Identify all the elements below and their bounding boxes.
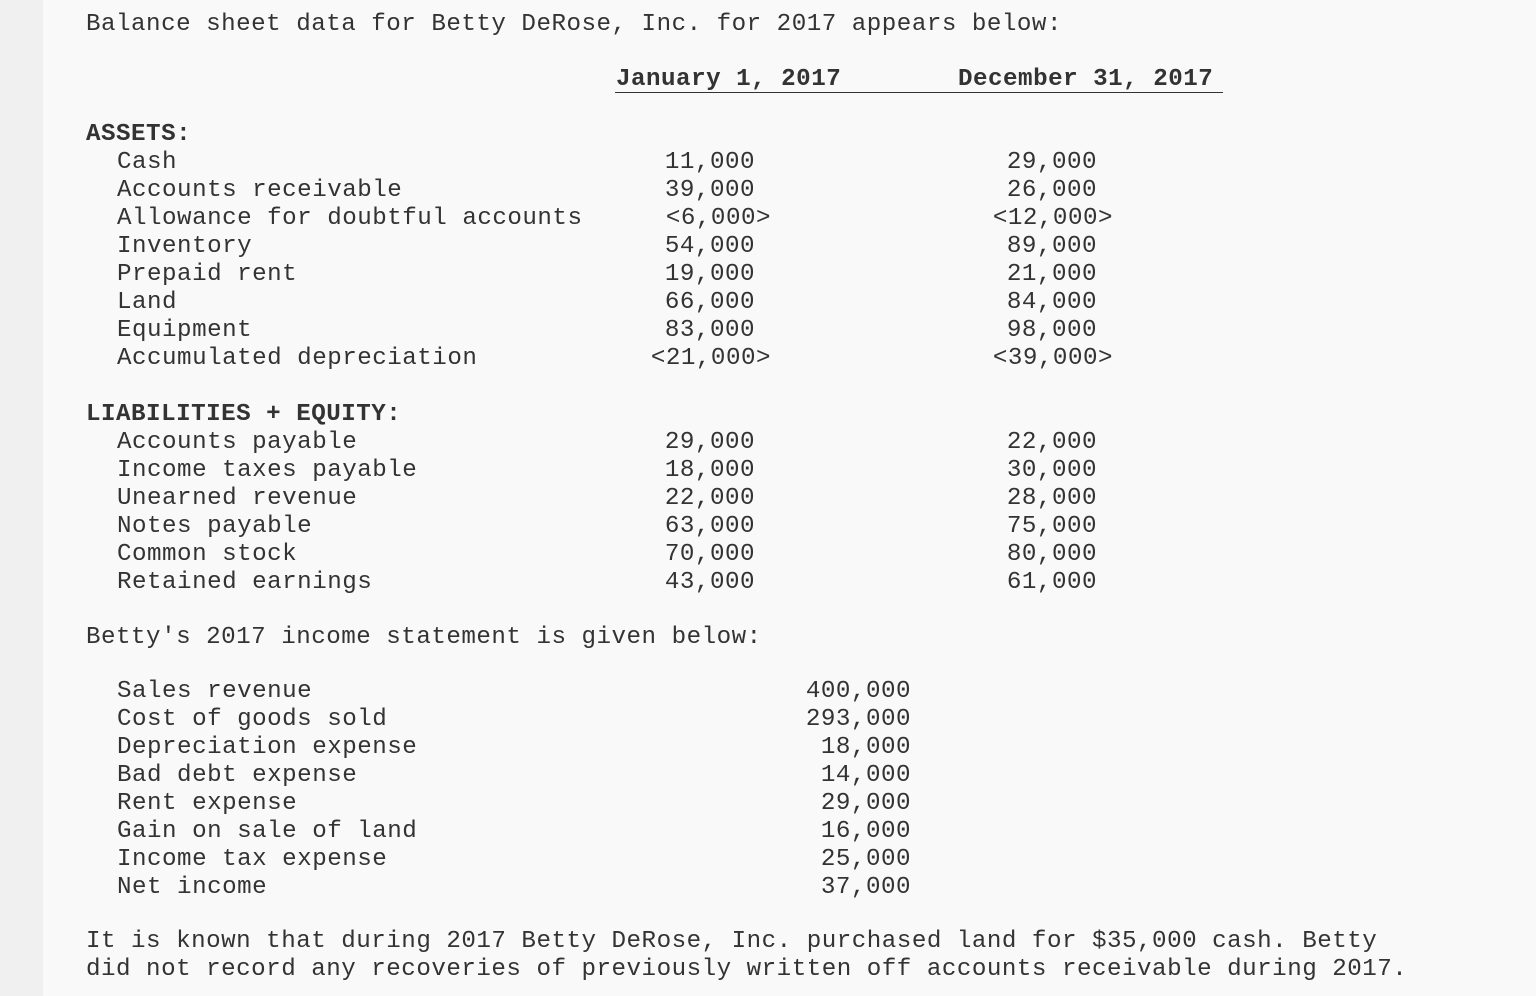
income-value: 37,000 bbox=[820, 874, 911, 901]
row-value-jan: 22,000 bbox=[664, 485, 755, 512]
row-label: Prepaid rent bbox=[117, 261, 298, 288]
income-label: Rent expense bbox=[117, 790, 298, 817]
row-value-dec: <39,000> bbox=[992, 345, 1113, 372]
row-value-dec: <12,000> bbox=[992, 205, 1113, 232]
income-value: 18,000 bbox=[820, 734, 911, 761]
income-intro-text: Betty's 2017 income statement is given below: bbox=[86, 624, 762, 651]
row-label: Notes payable bbox=[117, 513, 313, 540]
row-label: Land bbox=[117, 289, 178, 316]
row-value-dec: 80,000 bbox=[1006, 541, 1097, 568]
row-value-dec: 89,000 bbox=[1006, 233, 1097, 260]
income-label: Depreciation expense bbox=[117, 734, 418, 761]
row-value-jan: 19,000 bbox=[664, 261, 755, 288]
income-value: 25,000 bbox=[820, 846, 911, 873]
income-label: Net income bbox=[117, 874, 268, 901]
row-label: Accounts receivable bbox=[117, 177, 403, 204]
row-value-jan: 11,000 bbox=[664, 149, 755, 176]
column-header-jan: January 1, 2017 bbox=[616, 66, 842, 93]
row-value-dec: 98,000 bbox=[1006, 317, 1097, 344]
row-value-dec: 61,000 bbox=[1006, 569, 1097, 596]
row-value-dec: 22,000 bbox=[1006, 429, 1097, 456]
document-page bbox=[43, 0, 1536, 996]
row-label: Unearned revenue bbox=[117, 485, 358, 512]
income-label: Sales revenue bbox=[117, 678, 313, 705]
row-value-jan: <21,000> bbox=[650, 345, 771, 372]
income-value: 16,000 bbox=[820, 818, 911, 845]
income-label: Cost of goods sold bbox=[117, 706, 388, 733]
row-value-dec: 29,000 bbox=[1006, 149, 1097, 176]
income-value: 29,000 bbox=[820, 790, 911, 817]
row-value-dec: 26,000 bbox=[1006, 177, 1097, 204]
column-header-dec: December 31, 2017 bbox=[958, 66, 1214, 93]
liabilities-heading: LIABILITIES + EQUITY: bbox=[86, 401, 402, 428]
column-header-underline bbox=[615, 92, 1223, 93]
row-value-dec: 75,000 bbox=[1006, 513, 1097, 540]
row-value-dec: 30,000 bbox=[1006, 457, 1097, 484]
row-value-jan: 54,000 bbox=[664, 233, 755, 260]
row-value-jan: 29,000 bbox=[664, 429, 755, 456]
row-label: Inventory bbox=[117, 233, 253, 260]
row-value-jan: <6,000> bbox=[665, 205, 771, 232]
row-label: Equipment bbox=[117, 317, 253, 344]
row-label: Accounts payable bbox=[117, 429, 358, 456]
row-label: Accumulated depreciation bbox=[117, 345, 478, 372]
row-value-jan: 70,000 bbox=[664, 541, 755, 568]
row-value-dec: 21,000 bbox=[1006, 261, 1097, 288]
row-value-jan: 63,000 bbox=[664, 513, 755, 540]
row-value-jan: 39,000 bbox=[664, 177, 755, 204]
footnote-line-1: It is known that during 2017 Betty DeRose, Inc. purchased land for $35,000 cash. Betty bbox=[86, 928, 1378, 955]
income-value: 14,000 bbox=[820, 762, 911, 789]
row-label: Income taxes payable bbox=[117, 457, 418, 484]
assets-heading: ASSETS: bbox=[86, 121, 192, 148]
row-label: Common stock bbox=[117, 541, 298, 568]
income-value: 400,000 bbox=[805, 678, 911, 705]
row-label: Cash bbox=[117, 149, 178, 176]
income-value: 293,000 bbox=[805, 706, 911, 733]
income-label: Bad debt expense bbox=[117, 762, 358, 789]
row-value-jan: 18,000 bbox=[664, 457, 755, 484]
row-value-jan: 83,000 bbox=[664, 317, 755, 344]
intro-text: Balance sheet data for Betty DeRose, Inc. for 2017 appears below: bbox=[86, 11, 1062, 38]
row-value-dec: 28,000 bbox=[1006, 485, 1097, 512]
row-value-jan: 43,000 bbox=[664, 569, 755, 596]
row-label: Allowance for doubtful accounts bbox=[117, 205, 583, 232]
row-label: Retained earnings bbox=[117, 569, 373, 596]
income-label: Gain on sale of land bbox=[117, 818, 418, 845]
footnote-line-2: did not record any recoveries of previously written off accounts receivable during 2017. bbox=[86, 956, 1408, 983]
row-value-dec: 84,000 bbox=[1006, 289, 1097, 316]
row-value-jan: 66,000 bbox=[664, 289, 755, 316]
income-label: Income tax expense bbox=[117, 846, 388, 873]
